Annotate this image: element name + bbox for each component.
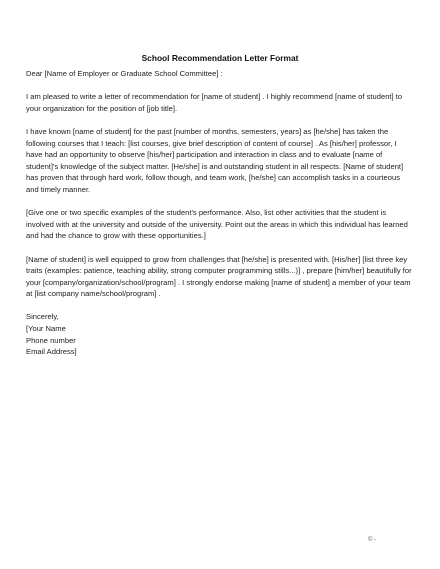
signoff: Sincerely, (26, 312, 59, 322)
signer-phone: Phone number (26, 335, 76, 345)
paragraph-examples: [Give one or two specific examples of the student's performance. Also, list other activities that the student is involved with at the university and outside of the university. Point out the areas in which this individual has learned and had the chance to grow with these opportunities.] (26, 208, 408, 241)
letter-body (26, 68, 414, 358)
signer-email: Email Address] (26, 347, 77, 357)
paragraph-intro: I am pleased to write a letter of recommendation for [name of student] . I highly recommend [name of student] to your organization for the position of [job title]. (26, 92, 403, 113)
salutation: Dear [Name of Employer or Graduate School Committee] : (26, 69, 223, 78)
document-title: School Recommendation Letter Format (141, 53, 299, 63)
paragraph-endorsement: [Name of student] is well equipped to grow from challenges that [he/she] is presented with. [His/her] [list three key traits (examples: patience, teaching ability, strong computer programming stills...)] , prepare [him/her] beautifully for your [company/organization/school/program] . I strongly endorse making [name of student] a member of your team at [list company name/school/program] . (26, 254, 412, 299)
page-footer: © - (368, 537, 377, 543)
letter-closing (26, 311, 414, 357)
paragraph-courses: I have known [name of student] for the past [number of months, semesters, years] as [he/she] has taken the following courses that I teach: [list courses, give brief description of content of course] . As [his/her] professor, I have had an opportunity to observe [his/her] participation and interaction in class and to evaluate [name of student]'s knowledge of the subject matter. [He/she] is and outstanding student in all respects. [Name of student] has proven that through hard work, follow though, and team work, [he/she] can accomplish tasks in a courteous and timely manner. (26, 126, 404, 194)
signer-name: [Your Name (26, 324, 66, 334)
